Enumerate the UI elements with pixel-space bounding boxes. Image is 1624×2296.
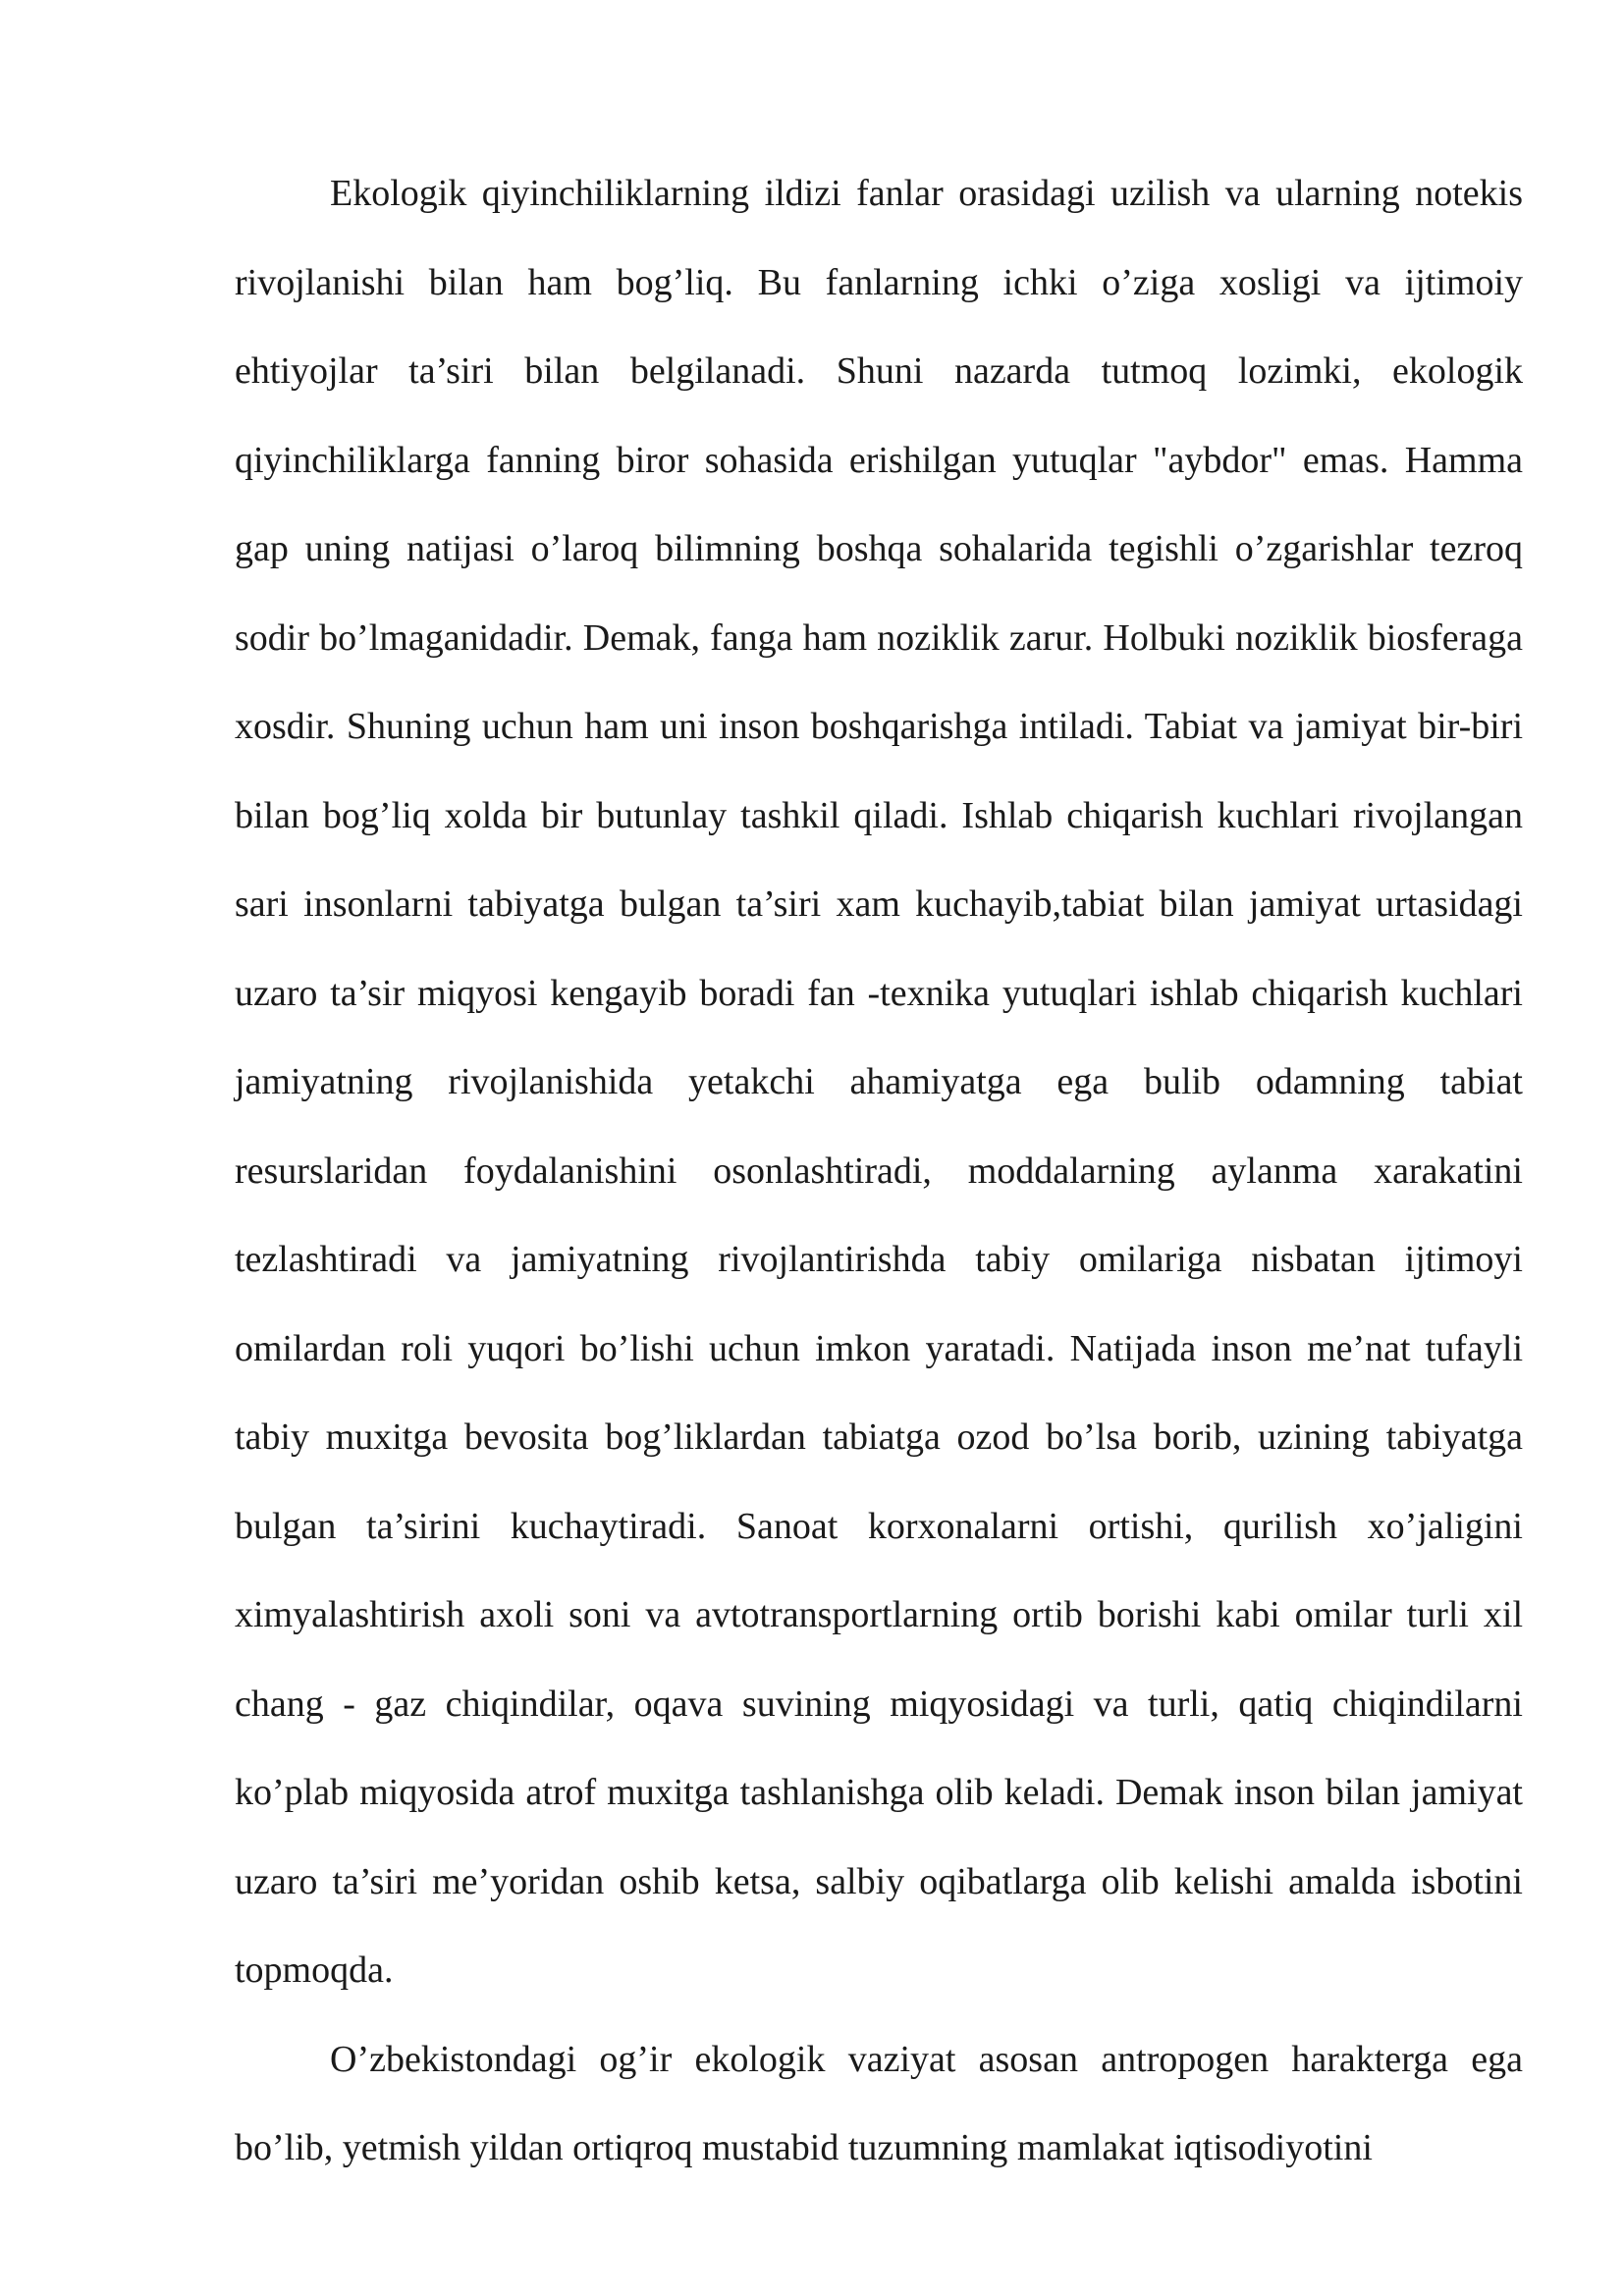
paragraph-ecological-difficulties: Ekologik qiyinchiliklarning ildizi fanlar orasidagi uzilish va ularning notekis rivojlanishi bilan ham bog’liq. Bu fanlarning ichki o’ziga xosligi va ijtimoiy ehtiyojlar ta’siri bilan belgilanadi. Shuni nazarda tutmoq lozimki, ekologik qiyinchiliklarga fanning biror sohasida erishilgan yutuqlar "aybdor" emas. Hamma gap uning natijasi o’laroq bilimning boshqa sohalarida tegishli o’zgarishlar tezroq sodir bo’lmaganidadir. Demak, fanga ham noziklik zarur. Holbuki noziklik biosferaga xosdir. Shuning uchun ham uni inson boshqarishga intiladi. Tabiat va jamiyat bir-biri bilan bog’liq xolda bir butunlay tashkil qiladi. Ishlab chiqarish kuchlari rivojlangan sari insonlarni tabiyatga bulgan ta’siri xam kuchayib,tabiat bilan jamiyat urtasidagi uzaro ta’sir miqyosi kengayib boradi fan -texnika yutuqlari ishlab chiqarish kuchlari jamiyatning rivojlanishida yetakchi ahamiyatga ega bulib odamning tabiat resurslaridan foydalanishini osonlashtiradi, moddalarning aylanma xarakatini tezlashtiradi va jamiyatning rivojlantirishda tabiy omilariga nisbatan ijtimoyi omilardan roli yuqori bo’lishi uchun imkon yaratadi. Natijada inson me’nat tufayli tabiy muxitga bevosita bog’liklardan tabiatga ozod bo’lsa borib, uzining tabiyatga bulgan ta’sirini kuchaytiradi. Sanoat korxonalarni ortishi, qurilish xo’jaligini ximyalashtirish axoli soni va avtotransportlarning ortib borishi kabi omilar turli xil chang - gaz chiqindilar, oqava suvining miqyosidagi va turli, qatiq chiqindilarni ko’plab miqyosida atrof muxitga tashlanishga olib keladi. Demak inson bilan jamiyat uzaro ta’siri me’yoridan oshib ketsa, salbiy oqibatlarga olib kelishi amalda isbotini topmoqda.	[235, 173, 1523, 1991]
document-body	[235, 149, 1523, 2193]
paragraph-uzbekistan-ecology: O’zbekistondagi og’ir ekologik vaziyat asosan antropogen harakterga ega bo’lib, yetmish yildan ortiqroq mustabid tuzumning mamlakat iqtisodiyotini	[235, 2038, 1523, 2168]
